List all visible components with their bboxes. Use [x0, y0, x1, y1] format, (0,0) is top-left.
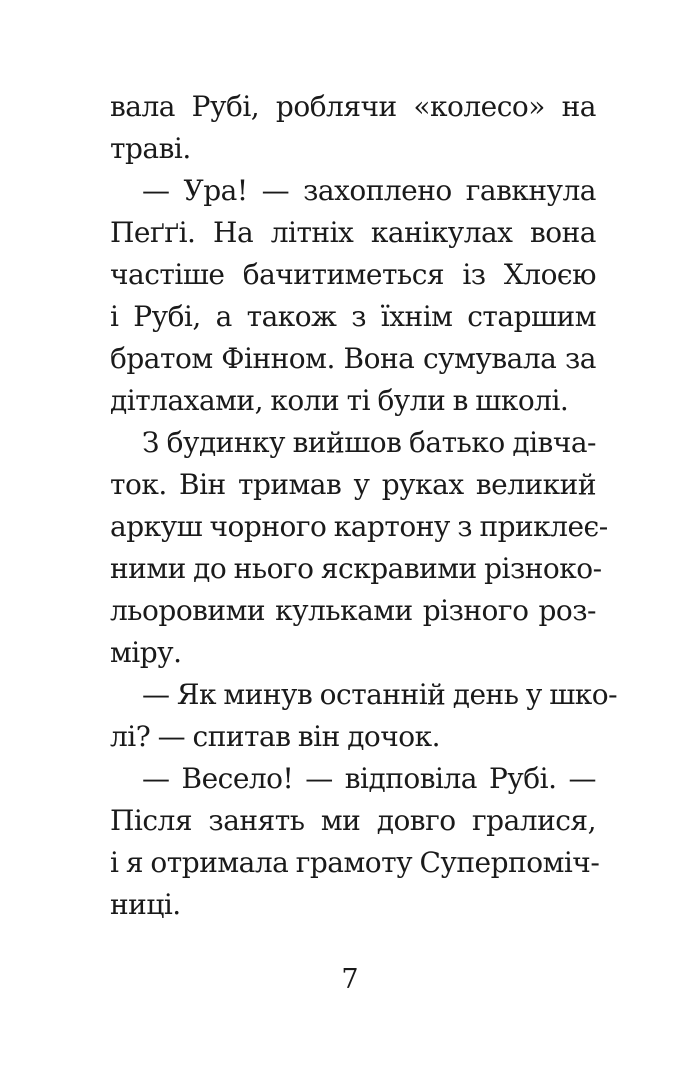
text-line: ток. Він тримав у руках великий [110, 468, 596, 501]
text-line: — Як минув останній день у шко- [142, 678, 618, 711]
text-line: — Ура! — захоплено гавкнула [142, 174, 596, 207]
paragraph [110, 674, 618, 758]
text-line: Після занять ми довго гралися, [110, 804, 596, 837]
text-line: ними до нього яскравими різноко- [110, 552, 602, 585]
text-line: дітлахами, коли ті були в школі. [110, 384, 569, 417]
paragraph [110, 422, 608, 674]
text-line: братом Фінном. Вона сумувала за [110, 342, 596, 375]
text-line: і я отримала грамоту Суперпоміч- [110, 846, 600, 879]
text-line: лі? — спитав він дочок. [110, 720, 441, 753]
page-number: 7 [341, 964, 359, 995]
text-line: траві. [110, 132, 191, 165]
paragraph [110, 86, 596, 170]
text-line: льоровими кульками різного роз- [110, 594, 596, 627]
text-line: аркуш чорного картону з приклеє- [110, 510, 608, 543]
text-line: — Весело! — відповіла Рубі. — [142, 762, 596, 795]
text-line: вала Рубі, роблячи «колесо» на [110, 90, 596, 123]
text-line: Пеґґі. На літніх канікулах вона [110, 216, 596, 249]
text-line: і Рубі, а також з їхнім старшим [110, 300, 596, 333]
paragraph [110, 170, 596, 422]
text-line: З будинку вийшов батько дівча- [142, 426, 596, 459]
text-line: ниці. [110, 888, 181, 921]
paragraph [110, 758, 600, 926]
text-line: міру. [110, 636, 182, 669]
text-line: частіше бачитиметься із Хлоєю [110, 258, 596, 291]
body-text [110, 86, 618, 926]
